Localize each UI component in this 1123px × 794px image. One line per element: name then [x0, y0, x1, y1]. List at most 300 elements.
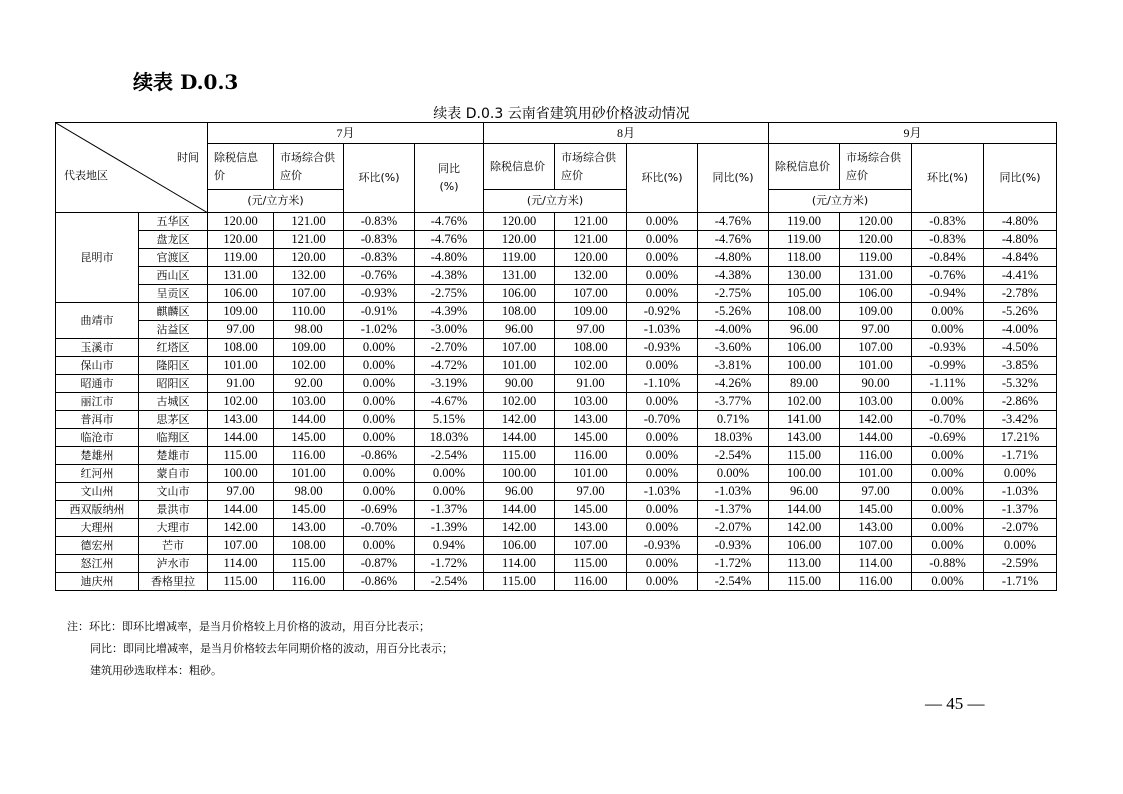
value-cell: 0.00%: [984, 465, 1057, 483]
value-cell: 101.00: [208, 357, 274, 375]
city-cell: 楚雄州: [56, 447, 139, 465]
value-cell: 107.00: [274, 285, 344, 303]
city-cell: 普洱市: [56, 411, 139, 429]
value-cell: 120.00: [840, 213, 912, 231]
value-cell: -1.37%: [698, 501, 769, 519]
value-cell: 97.00: [555, 321, 627, 339]
value-cell: -0.83%: [344, 231, 415, 249]
value-cell: 109.00: [274, 339, 344, 357]
value-cell: -2.54%: [698, 573, 769, 591]
value-cell: 0.00%: [912, 465, 984, 483]
value-cell: 0.00%: [627, 447, 698, 465]
district-cell: 芒市: [139, 537, 208, 555]
value-cell: -3.60%: [698, 339, 769, 357]
unit-header: (元/立方米): [484, 190, 627, 213]
table-row: [56, 537, 1057, 555]
month-header-aug: 8月: [484, 123, 769, 144]
value-cell: 145.00: [555, 429, 627, 447]
value-cell: 0.00%: [912, 519, 984, 537]
value-cell: 143.00: [274, 519, 344, 537]
value-cell: 0.00%: [912, 573, 984, 591]
value-cell: 116.00: [274, 573, 344, 591]
value-cell: 0.00%: [912, 483, 984, 501]
value-cell: 144.00: [208, 429, 274, 447]
value-cell: 119.00: [484, 249, 555, 267]
header-corner-cell: [56, 123, 208, 213]
table-row: [56, 231, 1057, 249]
value-cell: 0.00%: [344, 537, 415, 555]
yoy-header: 同比(%): [984, 144, 1057, 213]
value-cell: 101.00: [555, 465, 627, 483]
value-cell: 0.94%: [415, 537, 484, 555]
value-cell: 110.00: [274, 303, 344, 321]
district-cell: 景洪市: [139, 501, 208, 519]
value-cell: 0.00%: [627, 231, 698, 249]
value-cell: 143.00: [555, 519, 627, 537]
value-cell: 101.00: [274, 465, 344, 483]
value-cell: 142.00: [208, 519, 274, 537]
value-cell: 103.00: [555, 393, 627, 411]
value-cell: -1.11%: [912, 375, 984, 393]
city-cell: 德宏州: [56, 537, 139, 555]
value-cell: -2.86%: [984, 393, 1057, 411]
value-cell: -1.03%: [984, 483, 1057, 501]
table-row: [56, 573, 1057, 591]
value-cell: 0.00%: [912, 447, 984, 465]
value-cell: 0.00%: [698, 465, 769, 483]
value-cell: -4.80%: [984, 213, 1057, 231]
value-cell: 142.00: [484, 519, 555, 537]
table-row: [56, 393, 1057, 411]
value-cell: -0.93%: [344, 285, 415, 303]
district-cell: 临翔区: [139, 429, 208, 447]
value-cell: 108.00: [555, 339, 627, 357]
note-sample: 建筑用砂选取样本：粗砂。: [90, 664, 222, 677]
sand-price-table: [55, 122, 1057, 591]
value-cell: 120.00: [274, 249, 344, 267]
value-cell: -3.85%: [984, 357, 1057, 375]
value-cell: 119.00: [769, 231, 840, 249]
mom-header: 环比(%): [344, 144, 415, 213]
district-cell: 隆阳区: [139, 357, 208, 375]
value-cell: 130.00: [769, 267, 840, 285]
value-cell: -4.26%: [698, 375, 769, 393]
market-price-header: 市场综合供应价: [555, 144, 627, 190]
value-cell: 121.00: [274, 213, 344, 231]
value-cell: 0.00%: [627, 357, 698, 375]
city-cell: 临沧市: [56, 429, 139, 447]
value-cell: 103.00: [840, 393, 912, 411]
table-notes: [67, 616, 453, 682]
value-cell: -1.72%: [415, 555, 484, 573]
note-tongbi: 同比：即同比增减率，是当月价格较去年同期价格的波动，用百分比表示；: [90, 642, 453, 655]
table-row: [56, 411, 1057, 429]
value-cell: 91.00: [555, 375, 627, 393]
value-cell: 0.71%: [698, 411, 769, 429]
value-cell: 120.00: [484, 231, 555, 249]
value-cell: -0.69%: [912, 429, 984, 447]
value-cell: -1.72%: [698, 555, 769, 573]
unit-header: (元/立方米): [208, 190, 344, 213]
value-cell: 115.00: [769, 573, 840, 591]
value-cell: -0.76%: [344, 267, 415, 285]
value-cell: 145.00: [274, 501, 344, 519]
value-cell: 0.00%: [627, 429, 698, 447]
value-cell: 101.00: [840, 357, 912, 375]
value-cell: -1.39%: [415, 519, 484, 537]
value-cell: 120.00: [840, 231, 912, 249]
district-cell: 思茅区: [139, 411, 208, 429]
value-cell: 114.00: [840, 555, 912, 573]
value-cell: -3.77%: [698, 393, 769, 411]
value-cell: 107.00: [208, 537, 274, 555]
district-cell: 楚雄市: [139, 447, 208, 465]
value-cell: -1.37%: [415, 501, 484, 519]
value-cell: 0.00%: [627, 573, 698, 591]
value-cell: -4.72%: [415, 357, 484, 375]
city-cell: 迪庆州: [56, 573, 139, 591]
district-cell: 西山区: [139, 267, 208, 285]
value-cell: 143.00: [840, 519, 912, 537]
value-cell: -1.71%: [984, 573, 1057, 591]
value-cell: 131.00: [484, 267, 555, 285]
value-cell: 101.00: [484, 357, 555, 375]
value-cell: 115.00: [484, 447, 555, 465]
value-cell: 0.00%: [912, 501, 984, 519]
value-cell: 120.00: [484, 213, 555, 231]
value-cell: 144.00: [208, 501, 274, 519]
value-cell: 100.00: [484, 465, 555, 483]
table-row: [56, 339, 1057, 357]
value-cell: 121.00: [274, 231, 344, 249]
district-cell: 香格里拉: [139, 573, 208, 591]
value-cell: -0.91%: [344, 303, 415, 321]
value-cell: 0.00%: [344, 411, 415, 429]
value-cell: 144.00: [840, 429, 912, 447]
value-cell: -1.02%: [344, 321, 415, 339]
value-cell: 106.00: [840, 285, 912, 303]
table-row: [56, 519, 1057, 537]
value-cell: 119.00: [840, 249, 912, 267]
value-cell: 102.00: [555, 357, 627, 375]
value-cell: -4.41%: [984, 267, 1057, 285]
value-cell: -2.07%: [698, 519, 769, 537]
value-cell: -0.83%: [344, 213, 415, 231]
value-cell: 106.00: [484, 537, 555, 555]
city-cell: 怒江州: [56, 555, 139, 573]
value-cell: -0.93%: [698, 537, 769, 555]
value-cell: 108.00: [274, 537, 344, 555]
value-cell: 113.00: [769, 555, 840, 573]
value-cell: 105.00: [769, 285, 840, 303]
value-cell: 100.00: [769, 465, 840, 483]
value-cell: 18.03%: [415, 429, 484, 447]
value-cell: 107.00: [555, 285, 627, 303]
value-cell: 114.00: [208, 555, 274, 573]
value-cell: 107.00: [484, 339, 555, 357]
value-cell: 144.00: [484, 501, 555, 519]
value-cell: -0.86%: [344, 447, 415, 465]
value-cell: 90.00: [840, 375, 912, 393]
district-cell: 古城区: [139, 393, 208, 411]
value-cell: 120.00: [555, 249, 627, 267]
corner-diagonal: [56, 123, 208, 213]
value-cell: 106.00: [769, 537, 840, 555]
value-cell: 0.00%: [627, 393, 698, 411]
value-cell: -0.83%: [912, 231, 984, 249]
value-cell: -0.70%: [344, 519, 415, 537]
note-huanbi: 注：环比：即环比增减率，是当月价格较上月价格的波动，用百分比表示；: [67, 620, 430, 633]
value-cell: 106.00: [769, 339, 840, 357]
district-cell: 泸水市: [139, 555, 208, 573]
value-cell: 132.00: [555, 267, 627, 285]
district-cell: 呈贡区: [139, 285, 208, 303]
value-cell: 145.00: [274, 429, 344, 447]
value-cell: 116.00: [274, 447, 344, 465]
table-caption: 续表 D.0.3 云南省建筑用砂价格波动情况: [433, 106, 690, 122]
value-cell: -4.76%: [415, 213, 484, 231]
value-cell: -0.69%: [344, 501, 415, 519]
value-cell: 116.00: [555, 447, 627, 465]
value-cell: 0.00%: [627, 267, 698, 285]
value-cell: -1.37%: [984, 501, 1057, 519]
value-cell: 131.00: [208, 267, 274, 285]
table-row: [56, 483, 1057, 501]
value-cell: -2.70%: [415, 339, 484, 357]
value-cell: 0.00%: [627, 555, 698, 573]
value-cell: -0.84%: [912, 249, 984, 267]
value-cell: 102.00: [274, 357, 344, 375]
value-cell: -3.00%: [415, 321, 484, 339]
district-cell: 文山市: [139, 483, 208, 501]
table-row: [56, 267, 1057, 285]
value-cell: 118.00: [769, 249, 840, 267]
header-region-label: 代表地区: [64, 170, 108, 182]
value-cell: 96.00: [769, 321, 840, 339]
value-cell: -1.10%: [627, 375, 698, 393]
value-cell: -0.93%: [627, 537, 698, 555]
value-cell: 96.00: [484, 483, 555, 501]
district-cell: 大理市: [139, 519, 208, 537]
table-row: [56, 555, 1057, 573]
value-cell: -4.80%: [984, 231, 1057, 249]
value-cell: 143.00: [208, 411, 274, 429]
table-row: [56, 447, 1057, 465]
section-heading: 续表 D.0.3: [133, 70, 239, 94]
value-cell: 0.00%: [984, 537, 1057, 555]
value-cell: 143.00: [769, 429, 840, 447]
value-cell: 0.00%: [912, 303, 984, 321]
value-cell: -0.93%: [627, 339, 698, 357]
value-cell: -5.26%: [698, 303, 769, 321]
value-cell: 109.00: [840, 303, 912, 321]
value-cell: 98.00: [274, 483, 344, 501]
value-cell: -0.93%: [912, 339, 984, 357]
value-cell: 145.00: [555, 501, 627, 519]
value-cell: -2.59%: [984, 555, 1057, 573]
value-cell: 0.00%: [627, 213, 698, 231]
value-cell: -2.78%: [984, 285, 1057, 303]
value-cell: 114.00: [484, 555, 555, 573]
value-cell: -4.76%: [698, 213, 769, 231]
value-cell: 102.00: [208, 393, 274, 411]
value-cell: -3.19%: [415, 375, 484, 393]
value-cell: 106.00: [484, 285, 555, 303]
value-cell: 0.00%: [344, 465, 415, 483]
city-cell: 红河州: [56, 465, 139, 483]
value-cell: 0.00%: [344, 339, 415, 357]
value-cell: 109.00: [555, 303, 627, 321]
value-cell: 0.00%: [912, 393, 984, 411]
district-cell: 官渡区: [139, 249, 208, 267]
value-cell: -0.94%: [912, 285, 984, 303]
city-cell: 丽江市: [56, 393, 139, 411]
value-cell: 142.00: [769, 519, 840, 537]
value-cell: 142.00: [484, 411, 555, 429]
pretax-price-header: 除税信息价: [208, 144, 274, 190]
page-number: — 45 —: [925, 694, 985, 713]
value-cell: 107.00: [555, 537, 627, 555]
value-cell: 18.03%: [698, 429, 769, 447]
district-cell: 盘龙区: [139, 231, 208, 249]
value-cell: -1.71%: [984, 447, 1057, 465]
value-cell: 120.00: [208, 231, 274, 249]
city-cell: 文山州: [56, 483, 139, 501]
value-cell: 17.21%: [984, 429, 1057, 447]
value-cell: 116.00: [840, 573, 912, 591]
value-cell: 132.00: [274, 267, 344, 285]
value-cell: -0.92%: [627, 303, 698, 321]
value-cell: 141.00: [769, 411, 840, 429]
value-cell: -0.99%: [912, 357, 984, 375]
yoy-header: 同比(%): [698, 144, 769, 213]
value-cell: 116.00: [555, 573, 627, 591]
value-cell: 120.00: [208, 213, 274, 231]
value-cell: 144.00: [274, 411, 344, 429]
value-cell: 96.00: [769, 483, 840, 501]
table-row: [56, 213, 1057, 231]
value-cell: 108.00: [208, 339, 274, 357]
value-cell: -2.54%: [415, 573, 484, 591]
value-cell: -4.50%: [984, 339, 1057, 357]
table-row: [56, 249, 1057, 267]
table-row: [56, 303, 1057, 321]
table-row: [56, 501, 1057, 519]
value-cell: -4.76%: [698, 231, 769, 249]
value-cell: 100.00: [769, 357, 840, 375]
value-cell: 97.00: [208, 483, 274, 501]
value-cell: 0.00%: [344, 393, 415, 411]
value-cell: -0.86%: [344, 573, 415, 591]
value-cell: 0.00%: [344, 375, 415, 393]
value-cell: 115.00: [484, 573, 555, 591]
value-cell: 5.15%: [415, 411, 484, 429]
value-cell: 97.00: [555, 483, 627, 501]
value-cell: 116.00: [840, 447, 912, 465]
value-cell: 115.00: [208, 447, 274, 465]
value-cell: -0.76%: [912, 267, 984, 285]
table-row: [56, 285, 1057, 303]
value-cell: 0.00%: [627, 249, 698, 267]
value-cell: 0.00%: [627, 501, 698, 519]
district-cell: 麒麟区: [139, 303, 208, 321]
value-cell: 115.00: [555, 555, 627, 573]
value-cell: 115.00: [208, 573, 274, 591]
value-cell: -4.80%: [698, 249, 769, 267]
value-cell: 121.00: [555, 231, 627, 249]
market-price-header: 市场综合供应价: [840, 144, 912, 190]
header-time-label: 时间: [177, 152, 199, 164]
value-cell: 89.00: [769, 375, 840, 393]
value-cell: 115.00: [274, 555, 344, 573]
pretax-price-header: 除税信息价: [769, 144, 840, 190]
value-cell: -4.38%: [698, 267, 769, 285]
value-cell: -0.88%: [912, 555, 984, 573]
value-cell: 0.00%: [344, 429, 415, 447]
value-cell: 107.00: [840, 537, 912, 555]
value-cell: 100.00: [208, 465, 274, 483]
value-cell: -3.42%: [984, 411, 1057, 429]
table-row: [56, 357, 1057, 375]
value-cell: -0.70%: [912, 411, 984, 429]
mom-header: 环比(%): [912, 144, 984, 213]
table-row: [56, 429, 1057, 447]
value-cell: 101.00: [840, 465, 912, 483]
value-cell: -4.00%: [698, 321, 769, 339]
value-cell: -2.54%: [698, 447, 769, 465]
value-cell: 0.00%: [627, 465, 698, 483]
value-cell: -4.76%: [415, 231, 484, 249]
pretax-price-header: 除税信息价: [484, 144, 555, 190]
district-cell: 沾益区: [139, 321, 208, 339]
value-cell: 142.00: [840, 411, 912, 429]
city-cell: 保山市: [56, 357, 139, 375]
month-header-sep: 9月: [769, 123, 1057, 144]
value-cell: 91.00: [208, 375, 274, 393]
value-cell: 0.00%: [344, 483, 415, 501]
value-cell: 0.00%: [912, 321, 984, 339]
value-cell: -4.67%: [415, 393, 484, 411]
value-cell: 0.00%: [627, 285, 698, 303]
district-cell: 昭阳区: [139, 375, 208, 393]
value-cell: 98.00: [274, 321, 344, 339]
market-price-header: 市场综合供应价: [274, 144, 344, 190]
value-cell: 144.00: [484, 429, 555, 447]
value-cell: 0.00%: [912, 537, 984, 555]
table-row: [56, 465, 1057, 483]
district-cell: 蒙自市: [139, 465, 208, 483]
value-cell: -2.07%: [984, 519, 1057, 537]
value-cell: 97.00: [840, 321, 912, 339]
value-cell: -0.70%: [627, 411, 698, 429]
value-cell: -1.03%: [627, 321, 698, 339]
yoy-header: 同比(%): [415, 144, 484, 213]
city-cell: 大理州: [56, 519, 139, 537]
value-cell: -1.03%: [698, 483, 769, 501]
value-cell: 119.00: [208, 249, 274, 267]
value-cell: -4.38%: [415, 267, 484, 285]
value-cell: -0.83%: [344, 249, 415, 267]
table-row: [56, 375, 1057, 393]
value-cell: 119.00: [769, 213, 840, 231]
value-cell: -4.39%: [415, 303, 484, 321]
city-cell: 西双版纳州: [56, 501, 139, 519]
value-cell: 97.00: [840, 483, 912, 501]
mom-header: 环比(%): [627, 144, 698, 213]
value-cell: 121.00: [555, 213, 627, 231]
city-cell: 玉溪市: [56, 339, 139, 357]
district-cell: 五华区: [139, 213, 208, 231]
